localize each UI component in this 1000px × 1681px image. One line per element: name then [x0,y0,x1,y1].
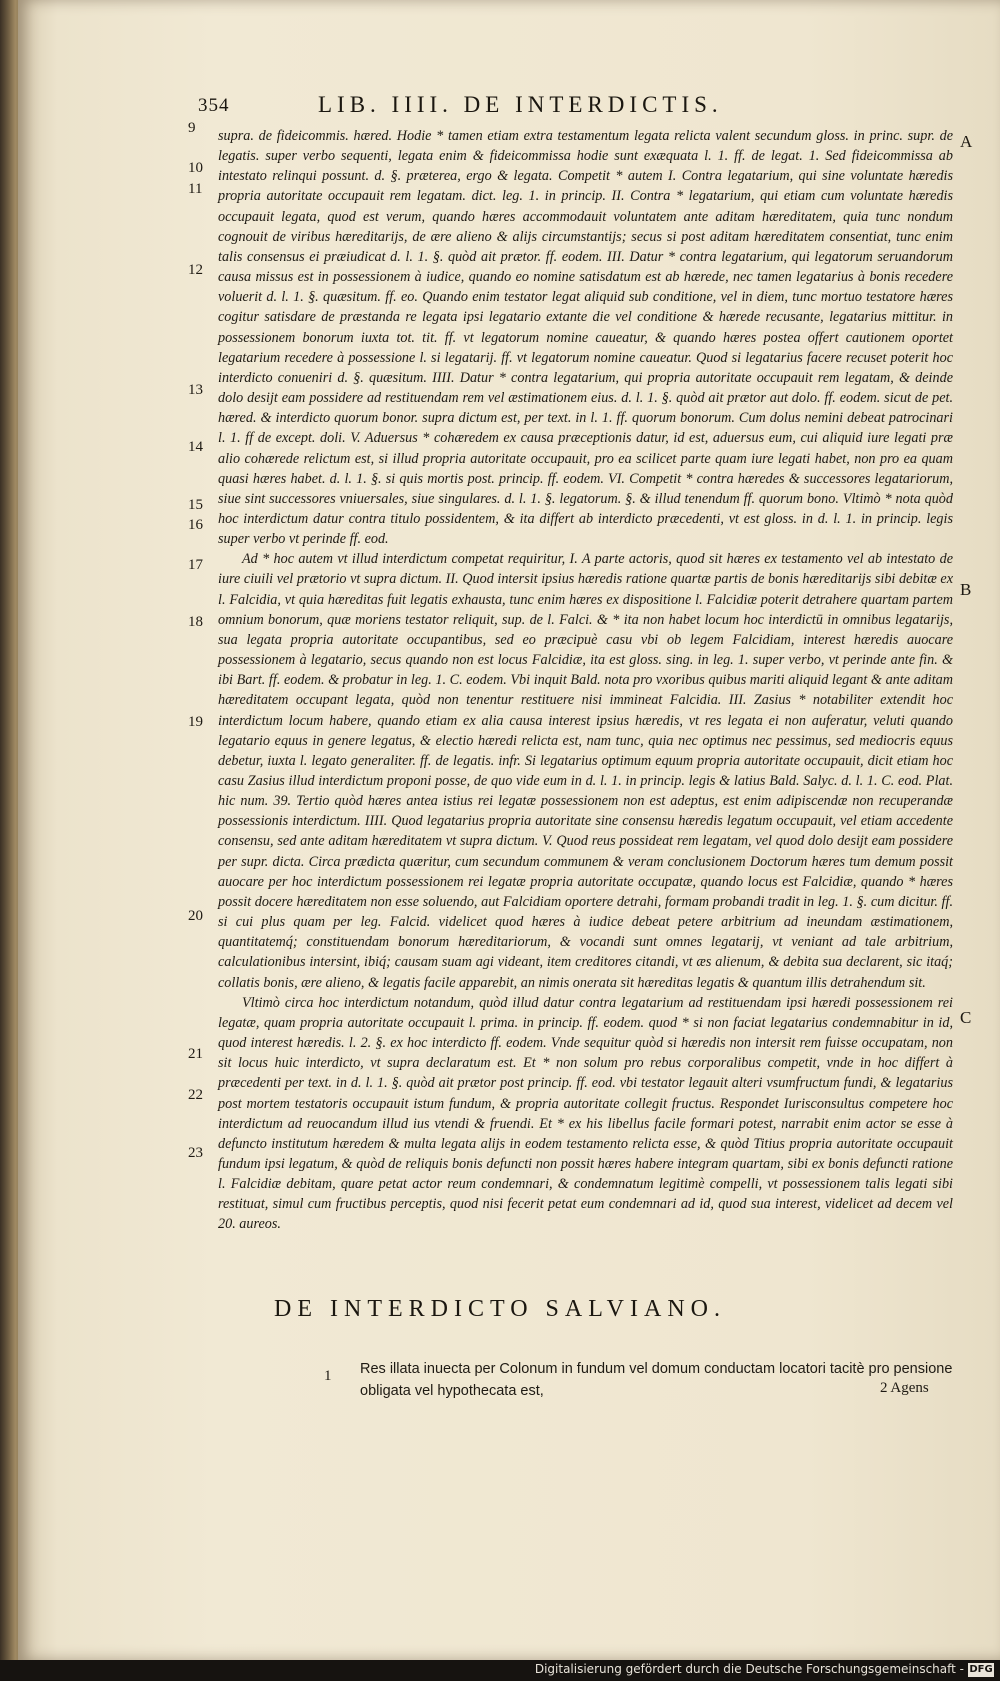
paragraph: supra. de fideicommis. hæred. Hodie * tamen etiam extra testamentum legata relicta valent secundum gloss. in princ. supr. de legatis. super verbo sequenti, legata enim & fideicommissa hodie sunt exæquata l. 1. ff. de legat. 1. Sed fideicommissa ab intestato relinqui possunt. d. §. præterea, ergo & legata. Competit * autem I. Contra legatarium, qui sine voluntate hæredis propria autoritate occupauit rem legatam. dict. leg. 1. in princip. II. Contra * legatarium, qui etiam cum voluntate hæredis occupauit legata, quod est verum, quando hæres accommodauit voluntatem ante aditam hæreditatem, quia tunc nondum cognouit de viribus hæreditarijs, de ære alieno & alijs circumstantijs; secus si post aditam hæreditatem consentiat, tunc enim talis consensus ei præiudicat d. l. 1. §. quòd ait prætor. ff. eodem. III. Datur * contra legatarium, qui legatorum seruandorum causa missus est in possessionem à iudice, quando eo nomine satisdatum est ab hærede, nec tamen legatarius à bonis recedere voluerit d. l. 1. §. quæsitum. ff. eo. Quando enim testator legat aliquid sub conditione, vel in diem, tunc mortuo testatore hæres cogitur satisdare de præstanda re legata ipsi legatario extante die vel conditione & hærede recusante, legatarius mittitur. in possessionem bonorum iuxta tot. tit. ff. vt legatorum nomine caueatur, & quando hæres postea offert cautionem oportet legatarium recedere à possessione l. si legatarij. ff. vt legatorum nomine caueatur. Quod si legatarius facere recuset poterit hoc interdicto conueniri d. §. quæsitum. IIII. Datur * contra legatarium, qui propria autoritate occupauit rem legatam, & deinde dolo desijt eam possidere ad restituendam rem vel æstimationem eius. d. l. 1. §. quòd ait prætor aut dolo. ff. eodem. sicut de pet. hæred. & interdicto quorum bonor. supra dictum est, per text. in l. 1. ff. quorum bonorum. Cum dolus nemini debeat patrocinari l. 1. ff de except. doli. V. Aduersus * cohæredem ex causa præceptionis datur, id est, aduersus eum, cui aliquid iure legati præ alio cohærede relictum est, si illud propria autoritate occupauit, pro ea scilicet parte quam iure legati habet, non pro ea quam quasi hæres habet. d. l. 1. §. si quis mortis post. princip. ff. eodem. VI. Competit * contra hæredes & successores legatariorum, siue sint successores vniuersales, siue singulares. d. l. 1. §. legatorum. §. & illud tenendum ff. quorum bono. Vltimò * nota quòd hoc interdictum datur contra titulo possidentem, & ita differt ab interdicto præcedenti, vt est gloss. in d. l. 1. in princip. legis super verbo vt perinde ff. eod. [218,128,953,548]
margin-number: 14 [188,439,203,455]
margin-number: 18 [188,614,203,630]
body-text [218,126,953,1235]
margin-number: 16 [188,517,203,533]
margin-number: 21 [188,1046,203,1062]
paragraph: Ad * hoc autem vt illud interdictum competat requiritur, I. A parte actoris, quod sit hæres ex testamento vel ab intestato de iure ciuili vel prætorio vt supra dictum. II. Quod intersit ipsius hæredis ratione quartæ partis de bonis hæreditarijs sibi debitæ ex l. Falcidia, vt quia hæreditas fuit legatis exhausta, tunc enim hæres ex dispositione l. Falcidiæ poterit detrahere quartam partem omnium bonorum, quæ moriens testator reliquit, sup. de l. Falci. & * ita non habet locum hoc interdictū in omnibus legatarijs, sua legata propria autoritate occupantibus, sed eo præcipuè casu vbi ob legem Falcidiam, interest hæredis auocare possessionem à legatario, secus quando non est locus Falcidiæ, ita est gloss. sing. in leg. 1. super verbo, vt perinde ante fin. & ibi Bart. ff. eodem. & probatur in leg. 1. C. eodem. Vbi inquit Bald. nota pro vxoribus quibus mariti aliquid legant & ante aditam hæreditatem occupant legata, quòd non tenentur restituere nisi immineat Falcidia. III. Zasius * notabiliter extendit hoc interdictum locum habere, quando etiam ex alia causa interest ipsius hæredis, vt res legata ei non auferatur, veluti quando legatario equus in genere legatus, & electio hæredi relicta est, nam tunc, quia nec optimus nec pessimus, sed mediocris equus debetur, iuxta l. legato generaliter. ff. de legatis. infr. Si legatarius optimum equum propria autoritate occupauit, dicit etiam hoc casu Zasius illud interdictum proponi posse, de quo vide eum in d. l. 1. in princip. legis & latius Bald. Salyc. d. l. 1. C. eod. Plat. hic num. 39. Tertio quòd hæres antea istius rei legatæ possessionem non est adeptus, est enim adipiscendæ non recuperandæ possessionis interdictum. IIII. Quod legatarius propria autoritate sine consensu hæredis legatum occupauit, vel etiam accedente consensu, sed ante aditam hæreditatem vt supra dictum. V. Quod reus possideat rem legatam, vel quod dolo desijt eam possidere per supr. dicta. Circa prædicta quæritur, cum secundum communem & veram conclusionem Doctorum hæres tum demum possit auocare per hoc interdictum possessionem rei legatæ propria autoritate occupatæ, quando locus est Falcidiæ, quando * hæres possit docere hæreditatem non esse soluendo, aut Falcidiam oportere detrahi, formam probandi tradit in leg. 1. §. cum dicitur. ff. si cui plus quam per leg. Falcid. videlicet quod hæres à iudice debeat petere arbitrium ad ineundam æstimationem, quantitatemq́; constituendam bonorum hæreditariorum, & vocandi sunt omnes legatarij, vt veniant ad tale arbitrium, calculationibus intersint, ibiq́; causam suam agi videant, item creditores citandi, vt æs alienum, & debita sua declarent, sic itaq́; collatis bonis, ære alieno, & legatis facile apparebit, an nimis onerata sit hæreditas legatis & quantum illis detrahendum sit. [218,551,953,991]
margin-letter: A [960,132,973,151]
summary-number: 1 [324,1368,332,1384]
margin-number: 9 [188,120,196,136]
margin-number: 13 [188,382,203,398]
margin-number: 15 [188,497,203,513]
margin-number: 17 [188,557,203,573]
paragraph: Vltimò circa hoc interdictum notandum, quòd illud datur contra legatarium ad restituendam ipsi hæredi possessionem rei legatæ, quam propria autoritate occupauit l. prima. in princip. ff. eodem. quod * si non faciat legatarius condemnabitur in id, quod interest hæredis. l. 2. §. ex hoc interdicto ff. eodem. Vnde sequitur quòd si hæredis non intersit rem fuisse occupatam, non sit locus huic interdicto, vt supra declaratum est. Et * non solum pro rebus corporalibus competit, vnde in hoc differt à præcedenti per text. in d. l. 1. §. quòd ait prætor post princip. ff. eod. vbi testator legauit alteri vsumfructum fundi, & legatarius post mortem testatoris occupauit istum fundum, & propria autoritate collegit fructus. Respondet Iurisconsultus competere hoc interdictum ad reuocandum illud ius vtendi & fruendi. Et * ex his libellus facile formari potest, narrabit enim actor se esse à defuncto institutum hæredem & multa legata alijs in eodem testamento relicta esse, & quòd Titius propria autoritate occupauit fundum ipsi legatum, & quòd de reliquis bonis defuncti non possit hæres habere integram quartam, sibi ex bonis defuncti ratione l. Falcidiæ debitam, quare petat actor reum condemnari, & condemnatum legitimè compelli, vt possessionem talis legati sibi restituat, simul cum fructibus perceptis, quod nisi fecerit petat eum condemnari ad id, quod sua interest, videlicet ad decem vel 20. aureos. [218,994,953,1233]
dfg-logo-icon: DFG [969,1664,993,1675]
margin-number: 23 [188,1145,203,1161]
margin-letter: B [960,580,972,599]
running-head-title: LIB. IIII. DE INTERDICTIS. [318,92,723,117]
summary-text: Res illata inuecta per Colonum in fundum vel domum conductam locatori tacitè pro pensione obligata vel hypothecata est, [360,1361,953,1399]
footer-credit: Digitalisierung gefördert durch die Deutsche Forschungsgemeinschaft - [534,1662,964,1676]
margin-number: 10 [188,160,203,176]
margin-number: 22 [188,1087,203,1103]
margin-number: 12 [188,262,203,278]
margin-number: 19 [188,714,203,730]
section-title: DE INTERDICTO SALVIANO. [274,1296,726,1322]
margin-number: 20 [188,908,203,924]
running-head [198,92,818,122]
catchword: 2 Agens [880,1380,929,1396]
footer-bar [0,1660,1000,1681]
page-number: 354 [198,95,230,116]
margin-letter: C [960,1008,972,1027]
margin-number: 11 [188,181,203,197]
